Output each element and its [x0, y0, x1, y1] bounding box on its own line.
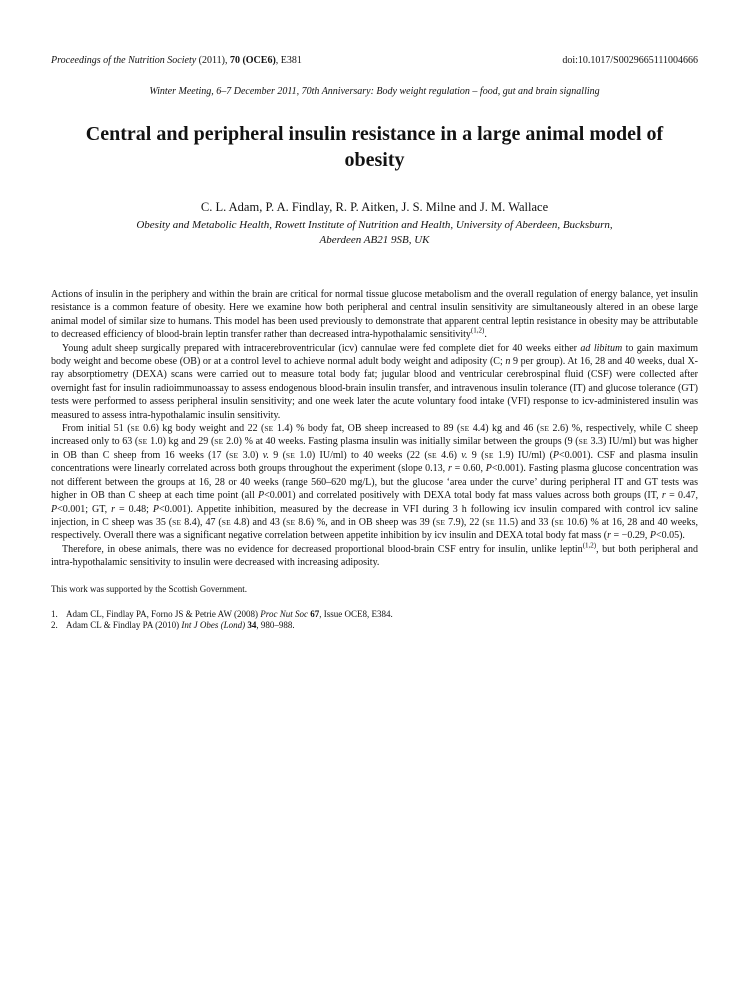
reference-list	[51, 609, 698, 632]
reference-text: Adam CL, Findlay PA, Forno JS & Petrie AW (2008) Proc Nut Soc 67, Issue OCE8, E384.	[66, 608, 393, 619]
abstract-paragraph-2: Young adult sheep surgically prepared with intracerebroventricular (icv) cannulae were fed complete diet for 40 weeks either ad libitum to gain maximum body weight and become obese (OB) or at a control level to achieve normal adult body weight and adiposity (C; n 9 per group). At 16, 28 and 40 weeks, dual X-ray absorptiometry (DEXA) scans were carried out to measure total body fat; jugular blood and ventricular cerebrospinal fluid (CSF) were collected after overnight fast for insulin radioimmunoassay to assess endogenous blood-brain insulin transfer, and intravenous insulin tolerance (IT) and glucose tolerance (GT) tests were performed to assess peripheral insulin sensitivity; and one week later the acute voluntary food intake (VFI) response to icv-administered insulin was measured to assess intra-hypothalamic insulin sensitivity.	[51, 342, 699, 421]
doi: doi:10.1017/S0029665111004666	[562, 55, 698, 66]
meeting-line: Winter Meeting, 6–7 December 2011, 70th Anniversary: Body weight regulation – food, gut and brain signalling	[149, 86, 600, 97]
affiliation	[51, 218, 698, 248]
abstract-body	[51, 288, 698, 570]
abstract-paragraph-3: From initial 51 (SE 0.6) kg body weight and 22 (SE 1.4) % body fat, OB sheep increased to 89 (SE 4.4) kg and 46 (SE 2.6) %, respectively, while C sheep increased only to 63 (SE 1.0) kg and 29 (SE 2.0) % at 40 weeks. Fasting plasma insulin was initially similar between the groups (9 (SE 3.3) IU/ml) but was higher in OB than C sheep from 16 weeks (17 (SE 3.0) v. 9 (SE 1.0) IU/ml) to 40 weeks (22 (SE 4.6) v. 9 (SE 1.9) IU/ml) (P<0.001). CSF and plasma insulin concentrations were linearly correlated across both groups throughout the experiment (slope 0.13, r = 0.60, P<0.001). Fasting plasma glucose concentration was not different between the groups at 16, 28 or 40 weeks (range 560–620 mg/L), but the glucose ‘area under the curve’ during peripheral IT and GT tests was higher in OB than C sheep at each time point (all P<0.001) and correlated positively with DEXA total body fat mass values across both groups (IT, r = 0.47, P<0.001; GT, r = 0.48; P<0.001). Appetite inhibition, measured by the decrease in VFI during 3 h following icv insulin compared with control icv saline injection, in C sheep was 35 (SE 8.4), 47 (SE 4.8) and 43 (SE 8.6) %, and in OB sheep was 39 (SE 7.9), 22 (SE 11.5) and 33 (SE 10.6) % at 16, 28 and 40 weeks, respectively. Overall there was a significant negative correlation between appetite inhibition by icv insulin and DEXA total body fat mass (r = −0.29, P<0.05).	[51, 423, 698, 542]
masthead	[51, 55, 698, 67]
abstract-paragraph-4: Therefore, in obese animals, there was no evidence for decreased proportional blood-brain CSF entry for insulin, unlike leptin$^{(1,2)}$, but both peripheral and intra-hypothalamic sensitivity to insulin were decreased with increasing adiposity.	[51, 541, 698, 569]
acknowledgement: This work was supported by the Scottish Government.	[51, 583, 247, 594]
affiliation-line-1: Obesity and Metabolic Health, Rowett Institute of Nutrition and Health, University of Aberdeen, Bucksburn,	[136, 219, 613, 231]
reference-text: Adam CL & Findlay PA (2010) Int J Obes (Lond) 34, 980–988.	[66, 620, 295, 631]
reference-item-1	[51, 609, 698, 621]
journal-reference: Proceedings of the Nutrition Society (2011), 70 (OCE6), E381	[51, 55, 302, 66]
reference-number: 2.	[51, 620, 58, 631]
abstract-paragraph-1: Actions of insulin in the periphery and within the brain are critical for normal tissue glucose metabolism and the overall regulation of energy balance, yet insulin resistance is a common feature of obesity. Here we examine how both peripheral and central insulin sensitivity are simultaneously altered in an obese large animal model of similar size to humans. This model has been used previously to demonstrate that apparent central leptin resistance in obesity may be attributable to decreased efficiency of blood-brain leptin transfer rather than decreased intra-hypothalamic sensitivity$^{(1,2)}$.	[51, 289, 698, 341]
reference-number: 1.	[51, 608, 58, 619]
affiliation-line-2: Aberdeen AB21 9SB, UK	[319, 234, 430, 246]
reference-item-2	[51, 620, 698, 632]
authors-line: C. L. Adam, P. A. Findlay, R. P. Aitken, J. S. Milne and J. M. Wallace	[200, 200, 549, 214]
article-title: Central and peripheral insulin resistance in a large animal model of obesity	[85, 123, 664, 171]
